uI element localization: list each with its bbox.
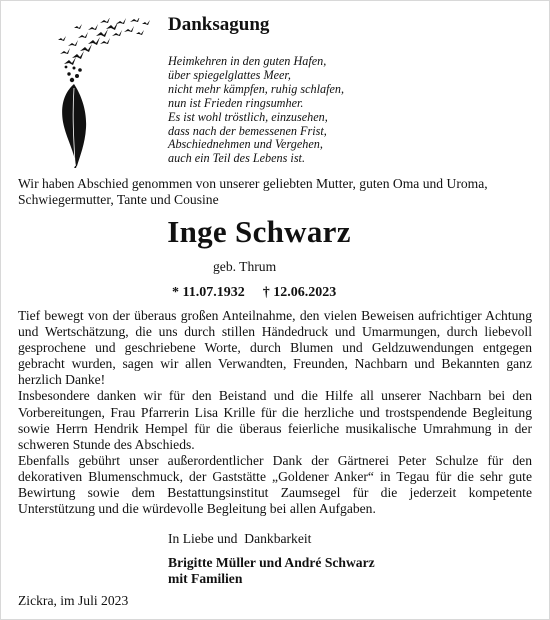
thanks-paragraph: Ebenfalls gebührt unser außerordentlicher Dank der Gärtnerei Peter Schulze für den dekorativen Blumenschmuck, der Gaststätte „Goldener Anker“ in Tegau für die sehr gute Bewirtung sowie dem Bestattungsinstitut Zaumsegel für die jederzeit kompetente Unterstützung und die würdevolle Begleitung bei allen Aufgaben. <box>18 452 532 517</box>
thanks-paragraph: Insbesondere danken wir für den Beistand und die Hilfe all unserer Nachbarn bei den Vorbereitungen, Frau Pfarrerin Lisa Krille für die herzliche und trostspendende Begleitung sowie Herrn Hendrik Hempel für die überaus feierliche musikalische Umrahmung in der schweren Stunde des Abschieds. <box>18 388 532 452</box>
poem-line: Abschiednehmen und Vergehen, <box>168 137 323 152</box>
poem-line: über spiegelglattes Meer, <box>168 67 291 82</box>
birth-date: * 11.07.1932 <box>172 285 245 300</box>
poem-line: auch ein Teil des Lebens ist. <box>168 151 305 166</box>
closing-phrase <box>168 531 311 547</box>
poem-line: nicht mehr kämpfen, ruhig schlafen, <box>168 81 345 96</box>
closing-text: In Liebe und Dankbarkeit <box>168 531 312 546</box>
poem-line: Heimkehren in den guten Hafen, <box>168 54 327 68</box>
signers <box>168 555 375 587</box>
intro-text: Wir haben Abschied genommen von unserer geliebten Mutter, guten Oma und Uroma, Schwiegermutter, Tante und Cousine <box>18 176 488 207</box>
notice-title: Danksagung <box>168 14 270 35</box>
poem-line: nun ist Frieden ringsumher. <box>168 95 304 110</box>
deceased-name: Inge Schwarz <box>167 214 351 249</box>
signer-line: mit Familien <box>168 571 243 586</box>
death-date: † 12.06.2023 <box>262 285 337 300</box>
place-and-date: Zickra, im Juli 2023 <box>18 593 129 608</box>
birth-name: geb. Thrum <box>213 259 277 274</box>
signer-line: Brigitte Müller und André Schwarz <box>168 555 375 570</box>
poem-line: dass nach der bemessenen Frist, <box>168 123 327 138</box>
thanks-body <box>18 308 532 517</box>
feather-with-birds-icon <box>50 18 150 168</box>
poem <box>168 55 344 166</box>
life-dates <box>172 285 336 301</box>
thanks-paragraph: Tief bewegt von der überaus großen Anteilnahme, den vielen Beweisen aufrichtiger Achtung und Wertschätzung, die uns durch stillen Händedruck und Umarmungen, durch liebevoll gesprochene und geschriebene Worte, durch Blumen und Geldzuwendungen entgegen gebracht wurden, sagen wir allen Verwandten, Freunden, Nachbarn und Bekannten ganz herzlich Danke! <box>18 308 532 388</box>
poem-line: Es ist wohl tröstlich, einzusehen, <box>168 109 328 124</box>
